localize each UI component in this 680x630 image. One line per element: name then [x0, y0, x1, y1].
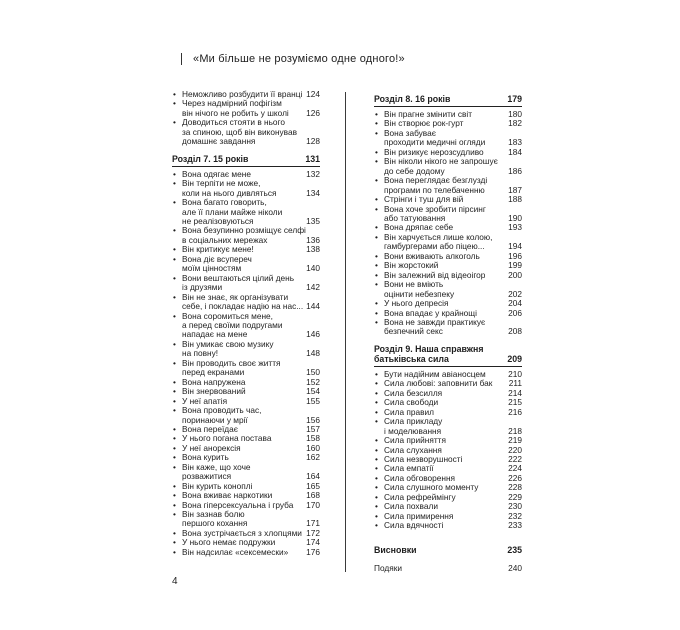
entry-page-number: 142 [306, 282, 320, 293]
entry-title-line: Сила правил [384, 406, 434, 417]
entry-page-number: 216 [508, 406, 522, 417]
bullet-icon: • [375, 231, 378, 242]
entry-title-line: У неї анорексія [182, 442, 241, 453]
bullet-icon: • [173, 291, 176, 302]
bullet-icon: • [375, 416, 378, 427]
entry-page-number: 165 [306, 480, 320, 491]
entry-page-number: 219 [508, 435, 522, 446]
entry-page-number: 172 [306, 527, 320, 538]
entry-title-line: коли на нього дивляться [182, 187, 277, 198]
entry-title-line: себе, і покладає надію на нас... [182, 301, 304, 312]
entry-title-line: Вона переглядає безглузді [384, 175, 488, 186]
entry-title-line: Вона соромиться мене, [182, 310, 273, 321]
bullet-icon: • [173, 376, 176, 387]
toc-conclusion [374, 545, 522, 555]
entry-page-number: 148 [306, 348, 320, 359]
entry-page-number: 126 [306, 107, 320, 118]
entry-title-line: Розділ 8. 16 років [374, 94, 451, 104]
entry-page-number: 132 [306, 168, 320, 179]
bullet-icon: • [375, 118, 378, 129]
entry-page-number: 134 [306, 187, 320, 198]
toc-entry [374, 280, 522, 299]
entry-page-number: 190 [508, 212, 522, 223]
entry-page-number: 211 [508, 378, 522, 389]
entry-page-number: 218 [508, 425, 522, 436]
entry-title-line: оцінити небезпеку [384, 288, 455, 299]
bullet-icon: • [375, 378, 378, 389]
entry-title-line: Він залежний від відеоігор [384, 269, 486, 280]
bullet-icon: • [173, 537, 176, 548]
entry-title-line: Сила похвали [384, 501, 438, 512]
toc-acknowledgements [374, 563, 522, 573]
bullet-icon: • [375, 406, 378, 417]
bullet-icon: • [173, 338, 176, 349]
entry-title-line: батьківська сила [374, 353, 449, 364]
entry-page-number: 206 [508, 307, 522, 318]
bullet-icon: • [173, 499, 176, 510]
entry-title-line: моїм цінностям [182, 263, 242, 274]
entry-title-line: Вона одягає мене [182, 168, 251, 179]
entry-page-number: 180 [508, 109, 522, 119]
entry-title-line: Сила вдячності [384, 520, 444, 531]
entry-title-line: Він не знає, як організувати [182, 291, 289, 302]
bullet-icon: • [375, 279, 378, 290]
toc-entry [374, 233, 522, 252]
entry-page-number: 144 [306, 301, 320, 312]
toc-entry [172, 274, 320, 293]
entry-title-line: Вона хоче зробити пірсинг [384, 203, 486, 214]
toc-entry [172, 255, 320, 274]
bullet-icon: • [375, 260, 378, 271]
entry-title-line: Він прагне змінити світ [384, 109, 473, 119]
entry-page-number: 136 [306, 234, 320, 245]
entry-page-number: 199 [508, 260, 522, 271]
entry-title-line: Вони не вміють [384, 279, 444, 290]
entry-title-line: програми по телебаченню [384, 184, 485, 195]
bullet-icon: • [375, 397, 378, 408]
entry-page-number: 157 [306, 423, 320, 434]
bullet-icon: • [375, 298, 378, 309]
entry-title-line: Він зазнав болю [182, 509, 245, 520]
entry-title-line: але її плани майже ніколи [182, 206, 283, 217]
bullet-icon: • [375, 194, 378, 205]
toc-left-column [172, 90, 320, 557]
entry-page-number: 222 [508, 453, 522, 464]
toc-entry [374, 129, 522, 148]
entry-title-line: Вона гіперсексуальна і груба [182, 499, 294, 510]
toc-entry [172, 340, 320, 359]
bullet-icon: • [173, 117, 176, 128]
entry-page-number: 140 [306, 263, 320, 274]
entry-page-number: 179 [507, 94, 522, 104]
toc-section-heading [374, 94, 522, 107]
entry-title-line: а перед своїми подругами [182, 319, 283, 330]
entry-page-number: 168 [306, 490, 320, 501]
entry-page-number: 160 [306, 442, 320, 453]
toc-entry [374, 205, 522, 224]
entry-title-line: Сила прийняття [384, 435, 446, 446]
toc-entry [172, 118, 320, 146]
entry-title-line: Вона впадає у крайнощі [384, 307, 477, 318]
entry-page-number: 186 [508, 165, 522, 176]
bullet-icon: • [173, 272, 176, 283]
entry-title-line: поринаючи у мрії [182, 414, 248, 425]
bullet-icon: • [375, 316, 378, 327]
entry-title-line: на повну! [182, 348, 219, 359]
entry-title-line: і моделювання [384, 425, 442, 436]
bullet-icon: • [173, 168, 176, 179]
entry-title-line: Він ніколи нікого не запрошує [384, 156, 498, 167]
entry-page-number: 158 [306, 433, 320, 444]
toc-entry [172, 293, 320, 312]
entry-page-number: 124 [306, 89, 320, 99]
toc-entry [172, 548, 320, 557]
bullet-icon: • [375, 520, 378, 531]
toc-entry [172, 99, 320, 118]
toc-entry [374, 176, 522, 195]
toc-entry [374, 318, 522, 337]
entry-page-number: 235 [507, 544, 522, 555]
bullet-icon: • [173, 461, 176, 472]
bullet-icon: • [375, 368, 378, 379]
entry-title-line: Він умикає свою музику [182, 338, 274, 349]
bullet-icon: • [173, 546, 176, 557]
entry-title-line: до себе додому [384, 165, 445, 176]
bullet-icon: • [375, 435, 378, 446]
entry-title-line: Він терпіти не може, [182, 178, 261, 189]
entry-title-line: Сила емпатії [384, 463, 434, 474]
entry-title-line: Він знервований [182, 386, 246, 397]
entry-title-line: Сила безсилля [384, 387, 443, 398]
entry-page-number: 194 [508, 241, 522, 252]
entry-page-number: 230 [508, 501, 522, 512]
running-head-text: «Ми більше не розуміємо одне одного!» [193, 53, 405, 65]
entry-title-line: Він ризикує нерозсудливо [384, 146, 484, 157]
bullet-icon: • [173, 197, 176, 208]
entry-title-line: Вона напружена [182, 376, 246, 387]
entry-title-line: не реалізовуються [182, 215, 254, 226]
toc-entry [172, 198, 320, 226]
toc-entry [172, 463, 320, 482]
bullet-icon: • [375, 250, 378, 261]
toc-section-heading [172, 154, 320, 167]
bullet-icon: • [173, 527, 176, 538]
entry-page-number: 187 [508, 184, 522, 195]
entry-page-number: 209 [507, 353, 522, 364]
entry-title-line: нападає на мене [182, 329, 248, 340]
bullet-icon: • [173, 357, 176, 368]
bullet-icon: • [375, 463, 378, 474]
bullet-icon: • [173, 452, 176, 463]
entry-title-line: гамбургерами або піцею... [384, 241, 485, 252]
bullet-icon: • [375, 127, 378, 138]
entry-title-line: Сила слушного моменту [384, 482, 479, 493]
bullet-icon: • [375, 510, 378, 521]
toc-entry [374, 417, 522, 436]
bullet-icon: • [375, 453, 378, 464]
bullet-icon: • [173, 89, 176, 99]
entry-page-number: 208 [508, 326, 522, 337]
entry-page-number: 135 [306, 215, 320, 226]
entry-title-line: У неї апатія [182, 395, 228, 406]
bullet-icon: • [375, 472, 378, 483]
entry-title-line: У нього немає подружки [182, 537, 276, 548]
entry-title-line: Висновки [374, 544, 417, 555]
entry-title-line: Вона вживає наркотики [182, 490, 273, 501]
entry-page-number: 162 [306, 452, 320, 463]
entry-title-line: Вона дряпає себе [384, 222, 454, 233]
entry-page-number: 200 [508, 269, 522, 280]
entry-page-number: 210 [508, 368, 522, 379]
bullet-icon: • [173, 423, 176, 434]
entry-title-line: Сила обговорення [384, 472, 456, 483]
entry-title-line: Стрінги і туш для вій [384, 194, 464, 205]
header-rule [181, 53, 182, 65]
entry-title-line: розважитися [182, 471, 232, 482]
entry-page-number: 226 [508, 472, 522, 483]
bullet-icon: • [173, 310, 176, 321]
entry-page-number: 204 [508, 298, 522, 309]
entry-title-line: Він харчується лише колою, [384, 231, 493, 242]
bullet-icon: • [375, 501, 378, 512]
page-number: 4 [172, 576, 178, 587]
entry-title-line: Сила незворушності [384, 453, 463, 464]
bullet-icon: • [173, 253, 176, 264]
entry-title-line: У нього погана постава [182, 433, 272, 444]
bullet-icon: • [173, 442, 176, 453]
toc-entry [172, 510, 320, 529]
entry-page-number: 196 [508, 250, 522, 261]
column-divider [345, 92, 346, 572]
entry-title-line: Він жорстокий [384, 260, 439, 271]
entry-title-line: Вона забуває [384, 127, 436, 138]
running-head [181, 53, 405, 65]
entry-title-line: Він проводить своє життя [182, 357, 281, 368]
entry-page-number: 131 [305, 153, 320, 164]
bullet-icon: • [173, 509, 176, 520]
entry-title-line: в соціальних мережах [182, 234, 268, 245]
entry-title-line: Він критикує мене! [182, 244, 254, 255]
toc-entry [172, 226, 320, 245]
entry-page-number: 232 [508, 510, 522, 521]
entry-page-number: 170 [306, 499, 320, 510]
entry-page-number: 224 [508, 463, 522, 474]
entry-title-line: домашнє завдання [182, 136, 256, 147]
toc-entry [374, 157, 522, 176]
entry-title-line: Неможливо розбудити її вранці [182, 89, 303, 99]
bullet-icon: • [173, 405, 176, 416]
entry-title-line: першого кохання [182, 518, 248, 529]
entry-title-line: Доводиться стояти в нього [182, 117, 286, 128]
entry-title-line: перед екранами [182, 367, 245, 378]
toc-section-heading [374, 344, 522, 367]
toc-entry [172, 179, 320, 198]
bullet-icon: • [375, 203, 378, 214]
entry-title-line: Вона діє всупереч [182, 253, 252, 264]
entry-title-line: Сила слухання [384, 444, 442, 455]
entry-title-line: Бути надійним авіаносцем [384, 368, 486, 379]
bullet-icon: • [173, 480, 176, 491]
entry-title-line: Подяки [374, 562, 402, 573]
bullet-icon: • [375, 109, 378, 119]
entry-title-line: Він курить коноплі [182, 480, 253, 491]
entry-page-number: 128 [306, 136, 320, 147]
entry-title-line: він нічого не робить у школі [182, 107, 289, 118]
entry-title-line: Вона не завжди практикує [384, 316, 486, 327]
entry-page-number: 138 [306, 244, 320, 255]
bullet-icon: • [173, 225, 176, 236]
entry-title-line: Сила любові: заповнити бак [384, 378, 493, 389]
entry-title-line: Він надсилає «сексемески» [182, 546, 289, 557]
entry-title-line: Через надмірний пофігізм [182, 98, 282, 109]
entry-page-number: 154 [306, 386, 320, 397]
entry-page-number: 193 [508, 222, 522, 233]
entry-title-line: У нього депресія [384, 298, 449, 309]
entry-page-number: 229 [508, 491, 522, 502]
entry-page-number: 202 [508, 288, 522, 299]
bullet-icon: • [173, 490, 176, 501]
entry-title-line: Вона безупинно розміщує селфі [182, 225, 306, 236]
bullet-icon: • [375, 482, 378, 493]
entry-page-number: 188 [508, 194, 522, 205]
entry-page-number: 152 [306, 376, 320, 387]
entry-page-number: 176 [306, 546, 320, 557]
entry-title-line: безпечний секс [384, 326, 443, 337]
bullet-icon: • [375, 222, 378, 233]
entry-title-line: проходити медичні огляди [384, 137, 486, 148]
toc-entry [172, 359, 320, 378]
entry-title-line: Сила свободи [384, 397, 439, 408]
entry-page-number: 214 [508, 387, 522, 398]
toc-entry [172, 312, 320, 340]
bullet-icon: • [375, 146, 378, 157]
bullet-icon: • [173, 395, 176, 406]
entry-page-number: 228 [508, 482, 522, 493]
entry-title-line: Вона курить [182, 452, 229, 463]
bullet-icon: • [375, 156, 378, 167]
toc-entry [374, 521, 522, 530]
entry-title-line: Вона проводить час, [182, 405, 262, 416]
entry-title-line: Сила рефреймінгу [384, 491, 456, 502]
entry-title-line: Сила примирення [384, 510, 454, 521]
entry-page-number: 171 [306, 518, 320, 529]
entry-page-number: 146 [306, 329, 320, 340]
entry-title-line: Він каже, що хоче [182, 461, 251, 472]
entry-page-number: 174 [306, 537, 320, 548]
entry-page-number: 156 [306, 414, 320, 425]
entry-title-line: Вони вештаються цілий день [182, 272, 295, 283]
toc-entry [172, 406, 320, 425]
entry-page-number: 184 [508, 146, 522, 157]
entry-page-number: 220 [508, 444, 522, 455]
entry-page-number: 233 [508, 520, 522, 531]
bullet-icon: • [173, 98, 176, 109]
entry-title-line: Сила прикладу [384, 416, 443, 427]
bullet-icon: • [375, 387, 378, 398]
toc-right-column [374, 90, 522, 573]
bullet-icon: • [173, 244, 176, 255]
bullet-icon: • [375, 269, 378, 280]
entry-title-line: Вона багато говорить, [182, 197, 267, 208]
entry-title-line: Він створює рок-гурт [384, 118, 464, 129]
entry-title-line: із друзями [182, 282, 223, 293]
entry-page-number: 240 [508, 562, 522, 573]
entry-title-line: за спиною, щоб він виконував [182, 126, 298, 137]
entry-title-line: або татуювання [384, 212, 446, 223]
bullet-icon: • [173, 386, 176, 397]
entry-page-number: 215 [508, 397, 522, 408]
bullet-icon: • [375, 491, 378, 502]
bullet-icon: • [375, 307, 378, 318]
bullet-icon: • [375, 175, 378, 186]
entry-page-number: 164 [306, 471, 320, 482]
entry-page-number: 182 [508, 118, 522, 129]
bullet-icon: • [173, 178, 176, 189]
bullet-icon: • [375, 444, 378, 455]
entry-title-line: Розділ 7. 15 років [172, 153, 249, 164]
entry-page-number: 155 [306, 395, 320, 406]
bullet-icon: • [173, 433, 176, 444]
entry-title-line: Вони вживають алкоголь [384, 250, 480, 261]
entry-page-number: 183 [508, 137, 522, 148]
entry-title-line: Вона зустрічається з хлопцями [182, 527, 302, 538]
entry-title-line: Вона переїдає [182, 423, 238, 434]
entry-page-number: 150 [306, 367, 320, 378]
entry-title-line: Розділ 9. Наша справжня [374, 343, 484, 354]
